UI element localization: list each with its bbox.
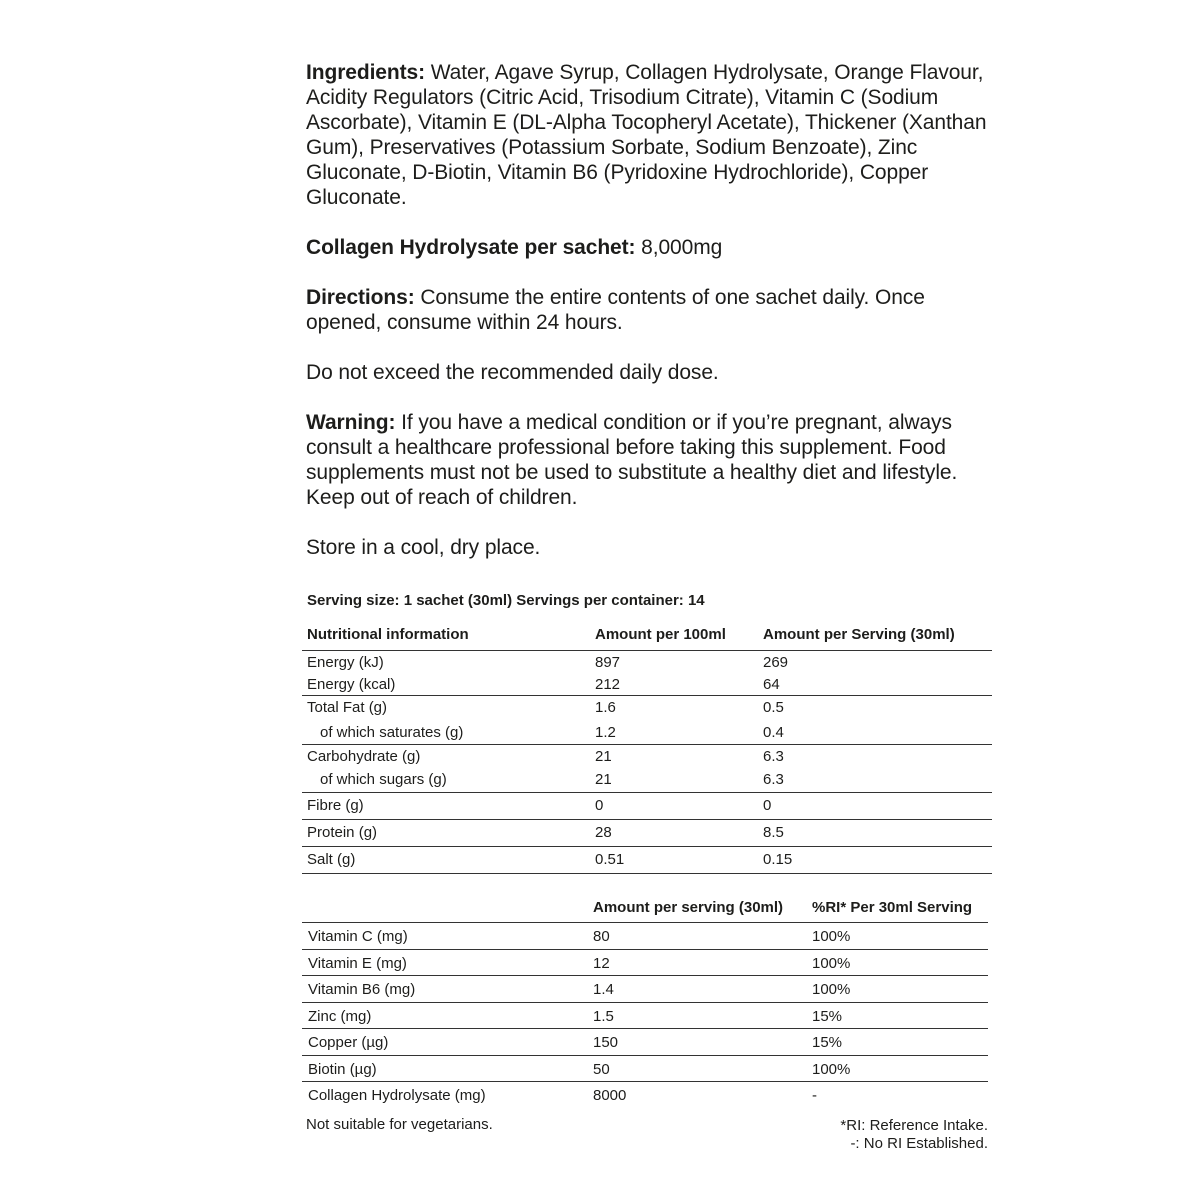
warning-text: If you have a medical condition or if you’re pregnant, always consult a healthcare professional before taking this supplement. Food supplements must not be used to substitute a healthy diet and lifestyle. Keep out of reach of children.	[306, 411, 958, 509]
directions-label: Directions:	[306, 286, 415, 309]
nutrient-name: of which sugars (g)	[320, 771, 447, 788]
nutrition-group-energy	[302, 651, 992, 696]
directions-paragraph	[306, 285, 996, 335]
nutrient-name: Total Fat (g)	[307, 699, 388, 716]
nutrient-per-100ml: 0	[595, 797, 604, 814]
nutrient-name: of which saturates (g)	[320, 724, 464, 741]
table-row	[302, 673, 992, 695]
ri-footnotes	[840, 1117, 988, 1153]
ingredients-label: Ingredients:	[306, 61, 425, 84]
dose-note: Do not exceed the recommended daily dose.	[306, 361, 719, 384]
directions-text: Consume the entire contents of one sachet daily. Once opened, consume within 24 hours.	[306, 286, 925, 334]
nutrient-per-serving: 6.3	[763, 748, 784, 765]
nutrient-name: Fibre (g)	[307, 797, 364, 814]
vitamin-amount: 50	[593, 1060, 610, 1078]
vitamin-header-ri: %RI* Per 30ml Serving	[812, 899, 973, 916]
vitamin-ri: -	[812, 1087, 817, 1104]
vitamin-ri: 15%	[812, 1034, 843, 1051]
nutrient-name: Salt (g)	[307, 851, 356, 868]
nutrient-per-serving: 0	[763, 797, 772, 814]
vitamin-table	[302, 894, 988, 1108]
nutrition-group-salt	[302, 847, 992, 874]
nutrient-name: Energy (kJ)	[307, 654, 384, 671]
vitamin-name: Collagen Hydrolysate (mg)	[308, 1087, 486, 1104]
table-row	[302, 950, 988, 977]
nutrition-group-protein	[302, 820, 992, 847]
nutrient-per-100ml: 28	[595, 824, 612, 841]
vitamin-ri: 100%	[812, 928, 851, 945]
nutrient-per-serving: 0.15	[763, 851, 793, 868]
collagen-text: 8,000mg	[635, 236, 723, 259]
nutrient-per-100ml: 212	[595, 676, 621, 693]
vitamin-amount: 8000	[593, 1087, 627, 1104]
nutrition-group-fat	[302, 696, 992, 745]
nutrient-per-100ml: 897	[595, 654, 621, 671]
nutrient-name: Protein (g)	[307, 824, 378, 841]
vitamin-name: Copper (µg)	[308, 1034, 389, 1051]
table-row	[302, 923, 988, 950]
ri-note: *RI: Reference Intake.	[840, 1117, 988, 1134]
nutrient-per-100ml: 21	[595, 771, 612, 788]
nutrient-per-100ml: 1.6	[595, 699, 616, 716]
nutrition-group-carbohydrate	[302, 745, 992, 793]
vitamin-ri: 15%	[812, 1007, 843, 1025]
nutrition-header-per-100ml: Amount per 100ml	[595, 626, 726, 643]
nutrient-name: Energy (kcal)	[307, 676, 396, 693]
vitamin-ri: 100%	[812, 1060, 851, 1078]
collagen-paragraph	[306, 235, 996, 260]
nutrient-per-100ml: 0.51	[595, 851, 625, 868]
vitamin-amount: 1.4	[593, 981, 614, 998]
table-row	[302, 976, 988, 1003]
vegetarian-note: Not suitable for vegetarians.	[306, 1116, 493, 1133]
nutrient-per-serving: 64	[763, 676, 780, 693]
table-row	[302, 847, 992, 873]
table-row	[302, 1082, 988, 1108]
vitamin-name: Vitamin B6 (mg)	[308, 981, 416, 998]
vitamin-amount: 150	[593, 1034, 619, 1051]
vitamin-ri: 100%	[812, 954, 851, 972]
ingredients-paragraph	[306, 60, 996, 210]
nutrition-group-fibre	[302, 793, 992, 820]
nutrient-per-serving: 0.5	[763, 699, 784, 716]
nutrient-per-serving: 0.4	[763, 724, 784, 741]
label-text-block	[306, 60, 996, 560]
nutrient-per-serving: 6.3	[763, 771, 784, 788]
nutrition-header-label: Nutritional information	[307, 626, 469, 643]
table-row	[302, 651, 992, 673]
nutrient-per-100ml: 21	[595, 748, 612, 765]
table-row	[302, 1056, 988, 1083]
nutrition-table	[302, 622, 992, 874]
nutrient-per-serving: 269	[763, 654, 789, 671]
serving-size-line: Serving size: 1 sachet (30ml) Servings per container: 14	[307, 592, 705, 609]
vitamin-name: Biotin (µg)	[308, 1060, 377, 1078]
vitamin-header-per-serving: Amount per serving (30ml)	[593, 899, 784, 916]
table-row	[302, 820, 992, 846]
ingredients-text: Water, Agave Syrup, Collagen Hydrolysate, Orange Flavour, Acidity Regulators (Citric Acid, Trisodium Citrate), Vitamin C (Sodium Ascorbate), Vitamin E (DL-Alpha Tocopheryl Acetate), Thickener (Xanthan Gum), Preservatives (Potassium Sorbate, Sodium Benzoate), Zinc Gluconate, D-Biotin, Vitamin B6 (Pyridoxine Hydrochloride), Copper Gluconate.	[306, 61, 987, 209]
nutrition-table-header	[302, 622, 992, 651]
table-row	[302, 720, 992, 744]
vitamin-ri: 100%	[812, 981, 851, 998]
table-row	[302, 1029, 988, 1056]
table-row	[302, 1003, 988, 1030]
vitamin-name: Zinc (mg)	[308, 1007, 372, 1025]
nutrient-per-100ml: 1.2	[595, 724, 616, 741]
table-row	[302, 793, 992, 819]
table-row	[302, 769, 992, 792]
vitamin-amount: 12	[593, 954, 610, 972]
vitamin-amount: 80	[593, 928, 610, 945]
collagen-label: Collagen Hydrolysate per sachet:	[306, 236, 636, 259]
vitamin-table-header	[302, 894, 988, 923]
nutrient-per-serving: 8.5	[763, 824, 784, 841]
no-ri-note: -: No RI Established.	[850, 1135, 988, 1152]
vitamin-name: Vitamin C (mg)	[308, 928, 408, 945]
warning-paragraph	[306, 410, 996, 510]
table-row	[302, 696, 992, 720]
nutrient-name: Carbohydrate (g)	[307, 748, 421, 765]
nutrition-header-per-serving: Amount per Serving (30ml)	[763, 626, 955, 643]
warning-label: Warning:	[306, 411, 396, 434]
vitamin-amount: 1.5	[593, 1007, 614, 1025]
storage-note: Store in a cool, dry place.	[306, 536, 541, 559]
table-row	[302, 745, 992, 769]
vitamin-name: Vitamin E (mg)	[308, 954, 407, 972]
